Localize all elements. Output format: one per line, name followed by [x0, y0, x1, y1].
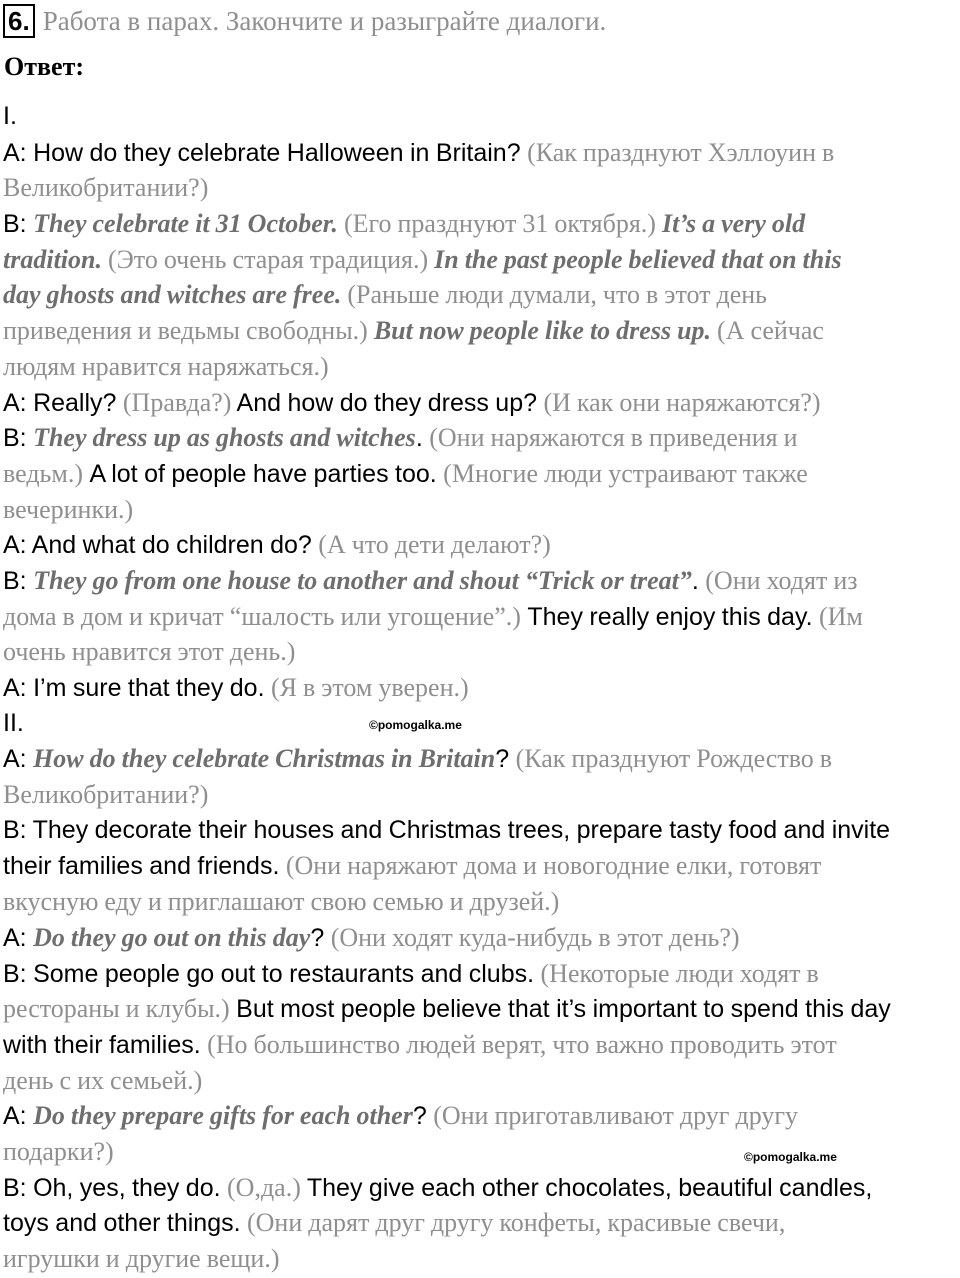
text-line: [3, 920, 958, 956]
translation-segment: очень нравится этот день.): [3, 637, 296, 667]
dialogue-segment: ?: [310, 923, 331, 952]
answer-label: Ответ:: [4, 52, 85, 81]
translation-segment: (Но большинство людей верят, что важно проводить этот: [207, 1029, 837, 1059]
text-line: [3, 385, 958, 421]
text-line: [3, 670, 958, 706]
translation-segment: (Им: [819, 601, 863, 631]
text-line: [3, 634, 958, 670]
translation-segment: людям нравится наряжаться.): [3, 351, 329, 381]
answer-segment: They go from one house to another and shout “Trick or treat”: [33, 565, 692, 595]
text-line: [3, 313, 958, 349]
answer-segment: They dress up as ghosts and witches: [33, 423, 416, 453]
translation-segment: день с их семьей.): [3, 1065, 203, 1095]
translation-segment: (Некоторые люди ходят в: [540, 958, 819, 988]
task-instruction: Работа в парах. Закончите и разыграйте диалоги.: [42, 5, 607, 36]
text-line: [3, 1027, 958, 1063]
answer-segment: day ghosts and witches are free.: [3, 280, 342, 310]
translation-segment: (Правда?): [122, 387, 232, 417]
answer-segment: How do they celebrate Christmas in Britain: [33, 744, 496, 774]
text-line: [3, 777, 958, 813]
text-line: [3, 135, 958, 171]
text-line: [3, 492, 958, 528]
dialogue-segment: B: Some people go out to restaurants and clubs.: [3, 959, 541, 988]
text-line: [3, 206, 958, 242]
dialogue-segment: II.: [3, 708, 24, 737]
dialogue-segment: A:: [3, 923, 34, 952]
translation-segment: рестораны и клубы.): [3, 994, 230, 1024]
answer-segment: They celebrate it 31 October.: [33, 209, 338, 239]
translation-segment: (А сейчас: [711, 316, 824, 346]
dialogue-segment: A: Really?: [3, 388, 123, 417]
text-line: [3, 813, 958, 849]
translation-segment: вечеринки.): [3, 494, 134, 524]
text-line: [3, 1205, 958, 1241]
text-line: [3, 99, 958, 135]
text-line: [3, 1098, 958, 1134]
text-line: [3, 991, 958, 1027]
translation-segment: ведьм.): [3, 458, 84, 488]
translation-segment: (Они наряжаются в приведения и: [429, 423, 798, 453]
answer-body: [3, 99, 958, 1277]
text-line: [3, 956, 958, 992]
dialogue-segment: .: [691, 566, 706, 595]
dialogue-segment: B: They decorate their houses and Christmas trees, prepare tasty food and invite: [3, 815, 891, 844]
translation-segment: игрушки и другие вещи.): [3, 1244, 280, 1273]
translation-segment: (Как празднуют Хэллоуин в: [527, 137, 835, 167]
dialogue-segment: ?: [495, 745, 516, 774]
text-line: [3, 277, 958, 313]
text-line: [3, 420, 958, 456]
dialogue-segment: A: How do they celebrate Halloween in Britain?: [3, 138, 528, 167]
text-line: [3, 527, 958, 563]
translation-segment: (Они наряжают дома и новогодние елки, готовят: [285, 851, 822, 881]
dialogue-segment: their families and friends.: [3, 852, 286, 881]
watermark: ©pomogalka.me: [369, 718, 462, 732]
translation-segment: Великобритании?): [3, 780, 209, 810]
answer-segment: But now people like to dress up.: [373, 316, 712, 346]
dialogue-segment: B:: [3, 210, 34, 239]
translation-segment: (Как празднуют Рождество в: [515, 744, 833, 774]
dialogue-segment: A:: [3, 745, 34, 774]
dialogue-segment: A: And what do children do?: [3, 531, 319, 560]
text-line: [3, 456, 958, 492]
text-line: [3, 599, 958, 635]
text-line: [3, 741, 958, 777]
translation-segment: (Они ходят из: [705, 565, 858, 595]
task-header: [3, 4, 606, 38]
translation-segment: вкусную еду и приглашают свою семью и друзей.): [3, 887, 560, 917]
text-line: [3, 563, 958, 599]
dialogue-segment: B:: [3, 566, 34, 595]
translation-segment: (Они приготавливают друг другу: [433, 1101, 799, 1131]
dialogue-segment: B:: [3, 424, 34, 453]
answer-segment: It’s a very old: [661, 209, 806, 239]
translation-segment: (Они дарят друг другу конфеты, красивые свечи,: [246, 1208, 786, 1238]
translation-segment: Великобритании?): [3, 173, 209, 203]
answer-segment: In the past people believed that on this: [434, 244, 842, 274]
dialogue-segment: I.: [3, 102, 17, 130]
dialogue-segment: A: I’m sure that they do.: [3, 674, 271, 702]
translation-segment: дома в дом и кричат “шалость или угощение”.): [3, 601, 521, 631]
dialogue-segment: A:: [3, 1102, 34, 1131]
translation-segment: (Это очень старая традиция.): [101, 244, 435, 274]
text-line: [3, 848, 958, 884]
text-line: [3, 349, 958, 385]
answer-segment: tradition.: [3, 244, 102, 274]
translation-segment: (Многие люди устраивают также: [443, 458, 808, 488]
text-line: [3, 242, 958, 278]
dialogue-segment: They give each other chocolates, beautiful candles,: [300, 1173, 873, 1202]
dialogue-segment: They really enjoy this day.: [520, 602, 819, 631]
task-number: 6.: [3, 4, 35, 38]
dialogue-segment: B: Oh, yes, they do.: [3, 1173, 228, 1202]
text-line: [3, 706, 958, 742]
dialogue-segment: ?: [412, 1102, 434, 1131]
translation-segment: (А что дети делают?): [318, 530, 551, 560]
dialogue-segment: toys and other things.: [3, 1209, 247, 1238]
dialogue-segment: A lot of people have parties too.: [83, 459, 444, 488]
translation-segment: (Его празднуют 31 октября.): [337, 209, 662, 239]
translation-segment: (Я в этом уверен.): [270, 673, 469, 702]
translation-segment: (Они ходят куда-нибудь в этот день?): [330, 922, 740, 952]
text-line: [3, 1063, 958, 1099]
text-line: [3, 1241, 958, 1277]
answer-segment: Do they go out on this day: [33, 922, 311, 952]
translation-segment: подарки?): [3, 1136, 114, 1166]
text-line: [3, 884, 958, 920]
text-line: [3, 170, 958, 206]
answer-segment: Do they prepare gifts for each other: [33, 1101, 413, 1131]
translation-segment: приведения и ведьмы свободны.): [3, 316, 374, 346]
text-line: [3, 1170, 958, 1206]
dialogue-segment: And how do they dress up?: [231, 388, 544, 417]
dialogue-segment: with their families.: [3, 1030, 208, 1059]
dialogue-segment: But most people believe that it’s important to spend this day: [229, 995, 891, 1024]
translation-segment: (И как они наряжаются?): [543, 387, 821, 417]
translation-segment: (О,да.): [227, 1172, 301, 1202]
translation-segment: (Раньше люди думали, что в этот день: [341, 280, 768, 310]
dialogue-segment: .: [415, 424, 430, 453]
watermark: ©pomogalka.me: [744, 1150, 837, 1164]
